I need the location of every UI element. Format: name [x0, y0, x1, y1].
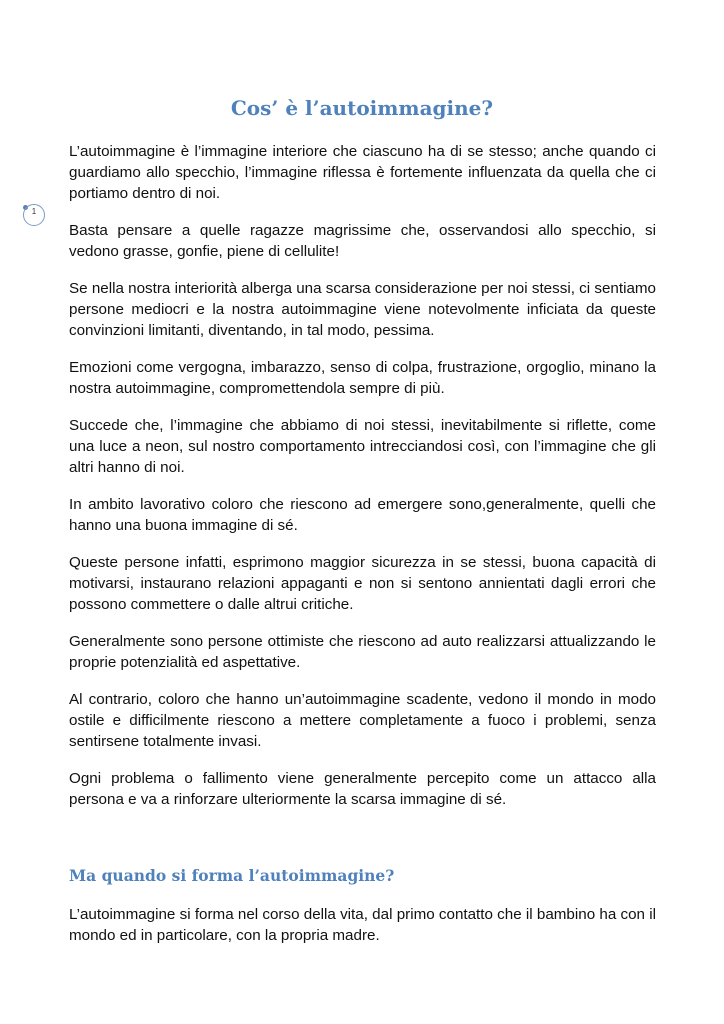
- paragraph: L’autoimmagine è l’immagine interiore che ciascuno ha di se stesso; anche quando ci guardiamo allo specchio, l’immagine riflessa è fortemente influenzata da quella che ci portiamo dentro di noi.: [69, 143, 656, 202]
- page-title: Cos’ è l’autoimmagine?: [230, 96, 494, 120]
- paragraph: In ambito lavorativo coloro che riescono ad emergere sono,generalmente, quelli che hanno una buona immagine di sé.: [69, 496, 656, 534]
- paragraph: Al contrario, coloro che hanno un’autoimmagine scadente, vedono il mondo in modo ostile e difficilmente riescono a mettere completamente a fuoco i problemi, senza sentirsene totalmente invasi.: [69, 691, 656, 750]
- paragraph: Succede che, l’immagine che abbiamo di noi stessi, inevitabilmente si riflette, come una luce a neon, sul nostro comportamento intrecciandosi così, con l’immagine che gli altri hanno di noi.: [69, 417, 656, 476]
- section-body-text: [69, 904, 656, 962]
- paragraph: Queste persone infatti, esprimono maggior sicurezza in se stessi, buona capacità di motivarsi, instaurano relazioni appaganti e non si sentono annientati dagli errori che possono commettere o dalle altrui critiche.: [69, 554, 656, 613]
- paragraph: Ogni problema o fallimento viene generalmente percepito come un attacco alla persona e va a rinforzare ulteriormente la scarsa immagine di sé.: [69, 770, 656, 808]
- paragraph: L’autoimmagine si forma nel corso della vita, dal primo contatto che il bambino ha con il mondo ed in particolare, con la propria madre.: [69, 906, 656, 944]
- paragraph: Emozioni come vergogna, imbarazzo, senso di colpa, frustrazione, orgoglio, minano la nostra autoimmagine, compromettendola sempre di più.: [69, 359, 656, 397]
- comment-marker[interactable]: 1: [23, 204, 45, 226]
- section-heading: Ma quando si forma l’autoimmagine?: [69, 866, 395, 885]
- paragraph: Se nella nostra interiorità alberga una scarsa considerazione per noi stessi, ci sentiamo persone mediocri e la nostra autoimmagine viene notevolmente inficiata da queste convinzioni limitanti, diventando, in tal modo, pessima.: [69, 280, 656, 339]
- body-text: [69, 141, 656, 826]
- paragraph: Generalmente sono persone ottimiste che riescono ad auto realizzarsi attualizzando le proprie potenzialità ed aspettative.: [69, 633, 656, 671]
- paragraph: Basta pensare a quelle ragazze magrissime che, osservandosi allo specchio, si vedono grasse, gonfie, piene di cellulite!: [69, 222, 656, 260]
